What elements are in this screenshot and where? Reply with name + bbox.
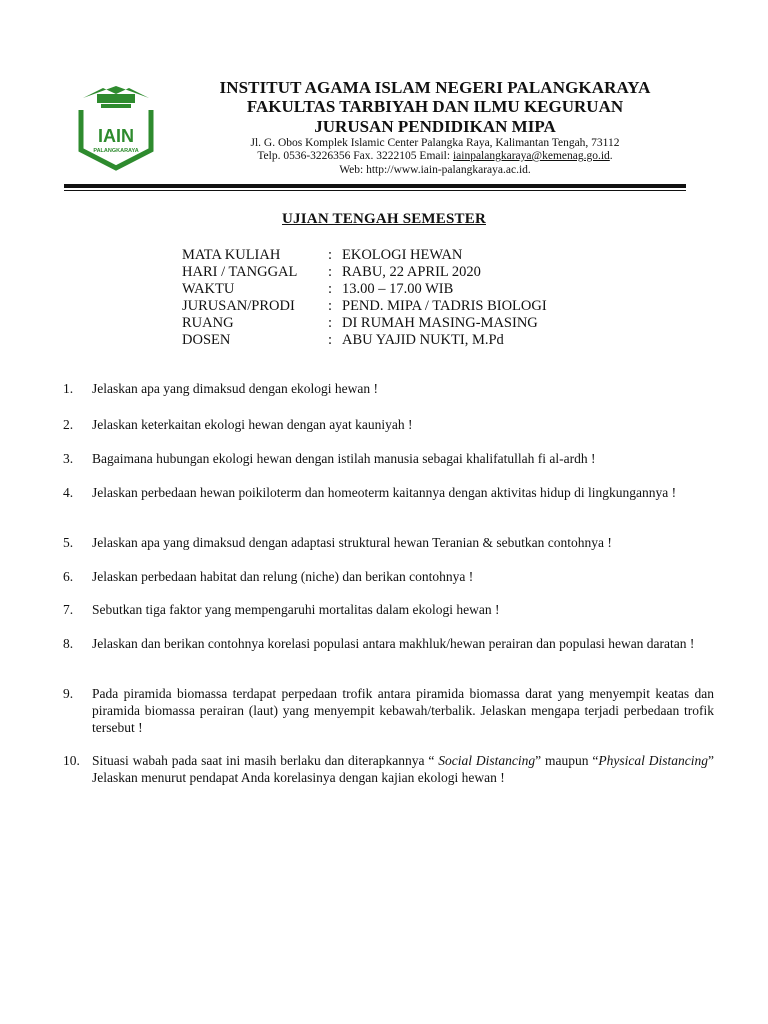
question-number: 4. xyxy=(63,485,74,500)
info-colon: : xyxy=(328,281,333,297)
question-item xyxy=(63,450,714,467)
email-link[interactable]: iainpalangkaraya@kemenag.go.id xyxy=(452,150,610,162)
question-text-part: ” Jelaskan menurut pendapat Anda korelasinya dengan kajian ekologi hewan ! xyxy=(92,753,715,785)
institution-name: INSTITUT AGAMA ISLAM NEGERI PALANGKARAYA xyxy=(219,78,651,97)
question-number: 9. xyxy=(63,686,74,701)
info-colon: : xyxy=(328,247,333,263)
question-number: 10. xyxy=(63,753,80,768)
department-name: JURUSAN PENDIDIKAN MIPA xyxy=(314,117,556,136)
info-colon: : xyxy=(328,298,333,314)
info-label: WAKTU xyxy=(182,281,235,297)
question-item xyxy=(63,568,714,585)
question-number: 8. xyxy=(63,636,74,651)
question-item xyxy=(63,534,714,551)
contact-line xyxy=(170,150,700,162)
info-value: ABU YAJID NUKTI, M.Pd xyxy=(342,332,504,348)
physical-distancing-term: Physical Distancing xyxy=(598,753,709,768)
question-item xyxy=(63,752,714,786)
info-colon: : xyxy=(328,264,333,280)
question-item xyxy=(63,416,714,433)
question-item xyxy=(63,635,714,652)
question-text: Jelaskan perbedaan habitat dan relung (niche) dan berikan contohnya ! xyxy=(92,569,474,584)
logo-text: IAIN xyxy=(98,126,134,146)
phone-fax-text: Telp. 0536-3226356 Fax. 3222105 Email: xyxy=(257,150,453,162)
question-text: Jelaskan apa yang dimaksud dengan adaptasi struktural hewan Teranian & sebutkan contohnya ! xyxy=(92,535,612,550)
info-label: DOSEN xyxy=(182,332,231,348)
exam-title: UJIAN TENGAH SEMESTER xyxy=(282,211,486,227)
info-value: EKOLOGI HEWAN xyxy=(342,247,463,263)
question-item xyxy=(63,380,714,397)
question-text xyxy=(92,752,714,786)
address-line: Jl. G. Obos Komplek Islamic Center Palangka Raya, Kalimantan Tengah, 73112 xyxy=(250,137,620,149)
header-rule-thin xyxy=(64,190,686,191)
question-number: 3. xyxy=(63,451,74,466)
social-distancing-term: Social Distancing xyxy=(438,753,536,768)
question-text-part: ” maupun “ xyxy=(535,753,599,768)
question-text: Sebutkan tiga faktor yang mempengaruhi mortalitas dalam ekologi hewan ! xyxy=(92,602,500,617)
info-value: RABU, 22 APRIL 2020 xyxy=(342,264,481,280)
question-text: Jelaskan dan berikan contohnya korelasi populasi antara makhluk/hewan perairan dan populasi hewan daratan ! xyxy=(92,636,695,651)
question-number: 5. xyxy=(63,535,74,550)
question-text: Bagaimana hubungan ekologi hewan dengan istilah manusia sebagai khalifatullah fi al-ardh ! xyxy=(92,451,596,466)
iain-logo xyxy=(73,80,159,174)
info-label: MATA KULIAH xyxy=(182,247,281,263)
question-item xyxy=(63,685,714,736)
info-value: 13.00 – 17.00 WIB xyxy=(342,281,454,297)
info-label: JURUSAN/PRODI xyxy=(182,298,295,314)
question-number: 2. xyxy=(63,417,74,432)
question-item xyxy=(63,601,714,618)
info-label: RUANG xyxy=(182,315,234,331)
question-text-part: Situasi wabah pada saat ini masih berlaku dan diterapkannya “ xyxy=(92,753,439,768)
question-text: Jelaskan perbedaan hewan poikiloterm dan homeoterm kaitannya dengan aktivitas hidup di lingkungannya ! xyxy=(92,485,677,500)
question-item xyxy=(63,484,714,501)
question-text: Jelaskan apa yang dimaksud dengan ekologi hewan ! xyxy=(92,381,379,396)
info-label: HARI / TANGGAL xyxy=(182,264,298,280)
info-colon: : xyxy=(328,315,333,331)
question-text: Pada piramida biomassa terdapat perpedaan trofik antara piramida biomassa darat yang menyempit keatas dan piramida biomassa perairan (laut) yang menyempit kebawah/terbalik. Jelaskan mengapa terjadi perbedaan trofik tersebut ! xyxy=(92,686,714,735)
question-number: 1. xyxy=(63,381,74,396)
question-number: 7. xyxy=(63,602,74,617)
faculty-name: FAKULTAS TARBIYAH DAN ILMU KEGURUAN xyxy=(246,97,624,116)
email-suffix: . xyxy=(609,150,613,162)
header-rule-thick xyxy=(64,184,686,188)
question-number: 6. xyxy=(63,569,74,584)
question-text: Jelaskan keterkaitan ekologi hewan dengan ayat kauniyah ! xyxy=(92,417,413,432)
web-line[interactable]: Web: http://www.iain-palangkaraya.ac.id. xyxy=(339,164,531,176)
logo-subtext: PALANGKARAYA xyxy=(93,148,139,154)
info-value: PEND. MIPA / TADRIS BIOLOGI xyxy=(342,298,547,314)
info-value: DI RUMAH MASING-MASING xyxy=(342,315,538,331)
info-colon: : xyxy=(328,332,333,348)
